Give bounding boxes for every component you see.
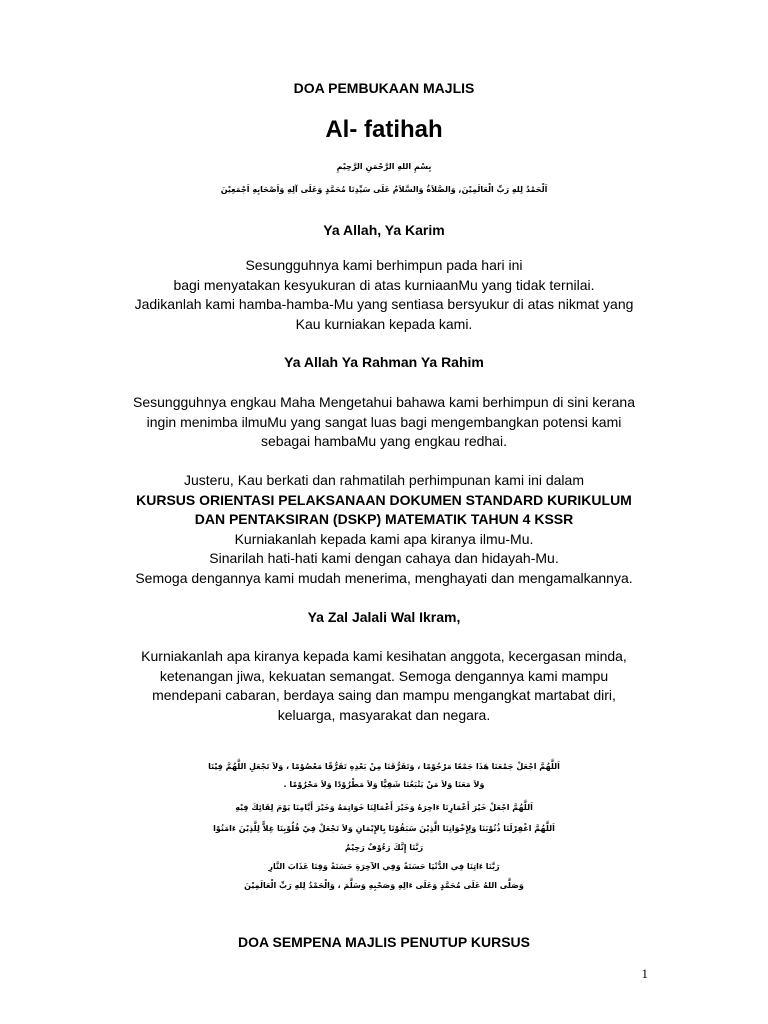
paragraph-3-line: Sinarilah hati-hati kami dengan cahaya dan hidayah-Mu. — [209, 550, 559, 566]
heading-ya-allah-ya-rahman: Ya Allah Ya Rahman Ya Rahim — [284, 354, 484, 370]
paragraph-1-line: Sesungguhnya kami berhimpun pada hari ini — [245, 257, 523, 273]
paragraph-4-line: Kurniakanlah apa kiranya kepada kami kesihatan anggota, kecergasan minda, — [141, 648, 627, 664]
paragraph-4 — [60, 647, 708, 725]
paragraph-4-line: ketenangan jiwa, kekuatan semangat. Semoga dengannya kami mampu — [159, 667, 609, 684]
paragraph-2 — [60, 393, 708, 452]
heading-ya-allah-ya-karim: Ya Allah, Ya Karim — [323, 222, 445, 238]
arabic-hamdalah: اَلْحَمْدُ لِلهِ رَبِّ الْعَالَمِيْنَ, وَالصَّلاَةُ وَالسَّلاَمُ عَلَى سَيِّدِنَا مُحَمَّدٍ وَعَلَى آلِهِ وَاَصْحَابِهِ اَجْمَعِيْنَ — [220, 185, 548, 194]
paragraph-3-line: Kurniakanlah kepada kami apa kiranya ilmu-Mu. — [234, 530, 534, 547]
course-name-line: KURSUS ORIENTASI PELAKSANAAN DOKUMEN STANDARD KURIKULUM — [136, 491, 632, 508]
document-subtitle: Al- fatihah — [325, 116, 443, 143]
paragraph-2-line: Sesungguhnya engkau Maha Mengetahui bahawa kami berhimpun di sini kerana — [133, 394, 635, 410]
paragraph-3-line: Semoga dengannya kami mudah menerima, menghayati dan mengamalkannya. — [135, 569, 633, 586]
paragraph-1 — [60, 256, 708, 334]
page-number: 1 — [641, 966, 648, 981]
document-title: DOA PEMBUKAAN MAJLIS — [293, 80, 475, 96]
paragraph-4-line: mendepani cabaran, berdaya saing dan mampu mengangkat martabat diri, — [152, 687, 616, 703]
paragraph-3 — [60, 471, 708, 588]
arabic-doa-line: اَللَّهُمَّ اجْعَلْ جَمْعَنَا هَذَا جَمْعًا مَرْحُوْمًا ، وَتَفَرُّقَنَا مِنْ بَعْدِهِ تَفَرُّقًا مَعْصُوْمًا ، وَلاَ تَجْعَلِ اللَّهُمَّ فِيْنَا — [208, 762, 560, 771]
arabic-doa-line: وَلاَ مَعَنَا وَلاَ مَنْ يَتْبَعُنَا شَقِيًّا وَلاَ مَطْرُوْدًا وَلاَ مَحْرُوْمًا . — [283, 780, 485, 789]
paragraph-2-line: ingin menimba ilmuMu yang sangat luas bagi mengembangkan potensi kami — [146, 413, 622, 430]
paragraph-1-line: bagi menyatakan kesyukuran di atas kurniaanMu yang tidak ternilai. — [173, 276, 595, 293]
heading-ya-zal-jalali: Ya Zal Jalali Wal Ikram, — [307, 609, 461, 625]
course-name-line: DAN PENTAKSIRAN (DSKP) MATEMATIK TAHUN 4 KSSR — [194, 511, 574, 527]
arabic-doa-line: رَبَّنَا ءَاتِنَا فِي الدُّنْيَا حَسَنَةً وَفِي الآخِرَةِ حَسَنَةً وَقِنَا عَذَابَ النَّارِ — [268, 862, 500, 871]
paragraph-3-intro: Justeru, Kau berkati dan rahmatilah perhimpunan kami ini dalam — [184, 472, 584, 488]
paragraph-4-line: keluarga, masyarakat dan negara. — [277, 706, 491, 723]
paragraph-1-line: Jadikanlah kami hamba-hamba-Mu yang sentiasa bersyukur di atas nikmat yang — [134, 296, 634, 312]
arabic-doa-line: اَللَّهُمَّ اغْفِرْلَنَا ذُنُوْبَنَا وَلِإِخْوَانِنَا الَّذِيْنَ سَبَقُوْنَا بِالإِيْمَانِ وَلاَ تَجْعَلْ فِيْ قُلُوْبِنَا غِلاًّ لِلَّذِيْنَ ءَامَنُوْا — [213, 824, 555, 833]
paragraph-1-line: Kau kurniakan kepada kami. — [295, 315, 473, 332]
arabic-doa-line: اَللَّهُمَّ اجْعَلْ خَيْرَ أَعْمَارِنَا ءَاخِرَهُ وَخَيْرَ أَعْمَالِنَا خَوَاتِمَهُ وَخَيْرَ أَيَّامِنَا يَوْمَ لِقَائِكَ فِيْهِ — [235, 803, 533, 812]
arabic-basmalah: بِسْمِ اللهِ الرَّحْمَنِ الرَّحِيْمِ — [336, 162, 432, 171]
arabic-doa-line: وَصَلَّى اللهُ عَلَى مُحَمَّدٍ وَعَلَى ءَالِهِ وَصَحْبِهِ وَسَلَّمَ ، وَالْحَمْدُ لِلهِ رَبِّ الْعَالَمِيْنَ — [244, 881, 524, 890]
paragraph-2-line: sebagai hambaMu yang engkau redhai. — [261, 433, 507, 449]
arabic-doa-line: رَبَّنَا إِنَّكَ رَءُوْفٌ رَحِيْمٌ — [344, 843, 424, 852]
closing-heading: DOA SEMPENA MAJLIS PENUTUP KURSUS — [238, 934, 530, 950]
